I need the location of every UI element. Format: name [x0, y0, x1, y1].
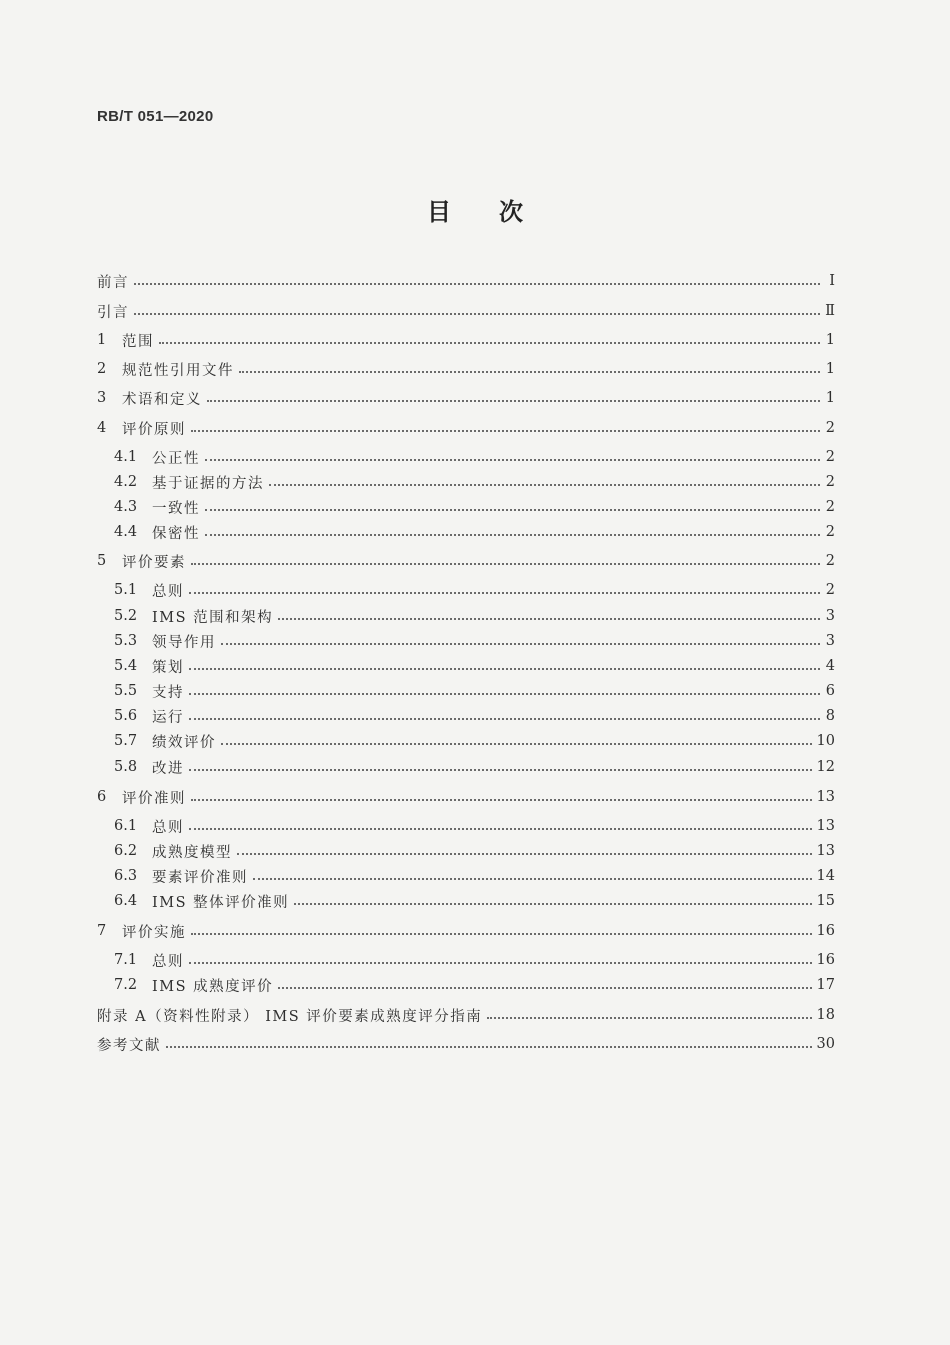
- dot-leader: [134, 311, 820, 315]
- toc-entry-label: 绩效评价: [152, 734, 216, 751]
- dot-leader: [278, 616, 820, 620]
- toc-entry-label: IMS 成熟度评价: [152, 978, 274, 995]
- toc-entry-page: 2: [825, 524, 835, 540]
- toc-entry[interactable]: [97, 358, 835, 380]
- toc-title-char: 次: [499, 198, 523, 226]
- toc-entry-label: 运行: [152, 709, 184, 726]
- toc-entry[interactable]: [114, 496, 835, 518]
- toc-entry[interactable]: [114, 815, 835, 837]
- toc-entry[interactable]: [97, 920, 835, 942]
- dot-leader: [487, 1015, 811, 1019]
- toc-entry-page: 2: [825, 449, 835, 465]
- toc-entry-page: 1: [825, 361, 835, 377]
- toc-entry-page: 2: [825, 420, 835, 436]
- toc-entry-label: 改进: [152, 760, 184, 777]
- dot-leader: [237, 851, 812, 855]
- toc-entry-page: 3: [825, 633, 835, 649]
- dot-leader: [253, 876, 812, 880]
- dot-leader: [189, 826, 812, 830]
- toc-entry-label: IMS 范围和架构: [152, 609, 274, 626]
- toc-entry-page: 2: [825, 582, 835, 598]
- toc-entry-page: 10: [816, 733, 835, 749]
- toc-entry[interactable]: [97, 329, 835, 351]
- toc-entry[interactable]: [114, 840, 835, 862]
- toc-entry-page: 12: [816, 759, 835, 775]
- toc-entry-number: 7: [97, 923, 107, 939]
- toc-entry-number: 6.2: [114, 843, 138, 859]
- toc-entry-label: 术语和定义: [122, 391, 202, 408]
- toc-entry-label: 基于证据的方法: [152, 475, 264, 492]
- toc-entry-page: 6: [825, 683, 835, 699]
- toc-entry-page: 18: [816, 1007, 835, 1023]
- toc-entry-number: 5.6: [114, 708, 138, 724]
- dot-leader: [205, 457, 820, 461]
- toc-entry-label: 前言: [97, 274, 129, 291]
- toc-entry-page: 4: [825, 658, 835, 674]
- toc-entry-number: 7.2: [114, 977, 138, 993]
- toc-entry-number: 5.2: [114, 608, 138, 624]
- toc-entry-number: 4.3: [114, 499, 138, 515]
- toc-entry-page: 2: [825, 474, 835, 490]
- toc-entry[interactable]: [114, 890, 835, 912]
- dot-leader: [278, 985, 811, 989]
- toc-entry-label: 总则: [152, 819, 184, 836]
- toc-entry-label: 引言: [97, 304, 129, 321]
- dot-leader: [205, 532, 820, 536]
- toc-entry[interactable]: [97, 300, 835, 322]
- toc-entry[interactable]: [97, 550, 835, 572]
- toc-entry-number: 4.4: [114, 524, 138, 540]
- toc-entry-page: 3: [825, 608, 835, 624]
- toc-entry[interactable]: [114, 705, 835, 727]
- toc-entry-page: Ⅱ: [825, 303, 835, 319]
- toc-entry-number: 4.2: [114, 474, 138, 490]
- dot-leader: [239, 369, 820, 373]
- dot-leader: [189, 767, 812, 771]
- toc-entry[interactable]: [97, 786, 835, 808]
- toc-entry[interactable]: [97, 1004, 835, 1026]
- toc-entry-label: 公正性: [152, 450, 200, 467]
- toc-entry-label: IMS 整体评价准则: [152, 894, 290, 911]
- toc-entry[interactable]: [97, 387, 835, 409]
- toc-entry-label: 保密性: [152, 525, 200, 542]
- toc-entry-label: 评价要素: [122, 554, 186, 571]
- toc-entry-page: 13: [816, 789, 835, 805]
- toc-entry-label: 领导作用: [152, 634, 216, 651]
- toc-entry[interactable]: [114, 605, 835, 627]
- toc-entry[interactable]: [114, 949, 835, 971]
- toc-entry[interactable]: [114, 756, 835, 778]
- toc-entry-label: 规范性引用文件: [122, 362, 234, 379]
- dot-leader: [269, 482, 820, 486]
- toc-entry-page: 13: [816, 818, 835, 834]
- dot-leader: [166, 1044, 812, 1048]
- toc-entry-page: 16: [816, 923, 835, 939]
- toc-entry[interactable]: [97, 417, 835, 439]
- toc-entry-number: 4.1: [114, 449, 138, 465]
- toc-entry[interactable]: [114, 655, 835, 677]
- toc-entry-page: Ⅰ: [829, 273, 835, 289]
- toc-entry[interactable]: [114, 865, 835, 887]
- toc-entry-label: 策划: [152, 659, 184, 676]
- dot-leader: [191, 561, 820, 565]
- dot-leader: [189, 666, 820, 670]
- toc-entry[interactable]: [114, 680, 835, 702]
- toc-entry-page: 1: [825, 390, 835, 406]
- toc-entry-number: 3: [97, 390, 107, 406]
- dot-leader: [189, 716, 820, 720]
- toc-entry-number: 1: [97, 332, 107, 348]
- toc-entry-page: 8: [825, 708, 835, 724]
- toc-entry-page: 15: [816, 893, 835, 909]
- dot-leader: [134, 281, 820, 285]
- toc-entry-number: 5.7: [114, 733, 138, 749]
- toc-entry-label: 范围: [122, 333, 154, 350]
- toc-entry-page: 13: [816, 843, 835, 859]
- dot-leader: [221, 641, 820, 645]
- dot-leader: [189, 960, 812, 964]
- toc-entry-number: 5.1: [114, 582, 138, 598]
- toc-entry[interactable]: [114, 521, 835, 543]
- toc-entry-page: 1: [825, 332, 835, 348]
- toc-entry[interactable]: [97, 1033, 835, 1055]
- toc-entry-label: 评价实施: [122, 924, 186, 941]
- toc-entry-number: 5.4: [114, 658, 138, 674]
- dot-leader: [191, 428, 820, 432]
- dot-leader: [191, 797, 812, 801]
- toc-entry[interactable]: [97, 270, 835, 292]
- toc-entry[interactable]: [114, 579, 835, 601]
- toc-entry-number: 6: [97, 789, 107, 805]
- dot-leader: [159, 340, 820, 344]
- toc-entry-page: 14: [816, 868, 835, 884]
- toc-entry[interactable]: [114, 974, 835, 996]
- toc-entry-number: 2: [97, 361, 107, 377]
- toc-entry-page: 16: [816, 952, 835, 968]
- toc-entry-number: 5.3: [114, 633, 138, 649]
- dot-leader: [294, 901, 811, 905]
- toc-entry-page: 2: [825, 553, 835, 569]
- toc-entry-number: 6.3: [114, 868, 138, 884]
- toc-entry-number: 6.1: [114, 818, 138, 834]
- toc-entry-page: 17: [816, 977, 835, 993]
- dot-leader: [189, 691, 820, 695]
- toc-entry-number: 4: [97, 420, 107, 436]
- toc-entry-number: 6.4: [114, 893, 138, 909]
- toc-title: [0, 192, 950, 227]
- toc-entry-label: 评价原则: [122, 421, 186, 438]
- toc-entry-number: 5.8: [114, 759, 138, 775]
- toc-entry-number: 5.5: [114, 683, 138, 699]
- toc-entry-label: 一致性: [152, 500, 200, 517]
- toc-entry-number: 5: [97, 553, 107, 569]
- toc-entry[interactable]: [114, 730, 835, 752]
- toc-entry-label: 成熟度模型: [152, 844, 232, 861]
- toc-entry-label: 总则: [152, 953, 184, 970]
- toc-entry-label: 评价准则: [122, 790, 186, 807]
- toc-entry[interactable]: [114, 630, 835, 652]
- toc-entry[interactable]: [114, 471, 835, 493]
- dot-leader: [207, 398, 820, 402]
- toc-entry-label: 要素评价准则: [152, 869, 248, 886]
- toc-entry-number: 7.1: [114, 952, 138, 968]
- toc-title-char: 目: [427, 198, 451, 226]
- toc-entry[interactable]: [114, 446, 835, 468]
- toc-entry-page: 2: [825, 499, 835, 515]
- dot-leader: [221, 741, 812, 745]
- toc-entry-label: 总则: [152, 583, 184, 600]
- toc-entry-label: 支持: [152, 684, 184, 701]
- standard-code: RB/T 051—2020: [97, 108, 214, 125]
- dot-leader: [205, 507, 820, 511]
- toc-entry-label: 参考文献: [97, 1037, 161, 1054]
- dot-leader: [189, 590, 820, 594]
- toc-entry-label: 附录 A（资料性附录） IMS 评价要素成熟度评分指南: [97, 1008, 483, 1025]
- toc-entry-page: 30: [816, 1036, 835, 1052]
- dot-leader: [191, 931, 812, 935]
